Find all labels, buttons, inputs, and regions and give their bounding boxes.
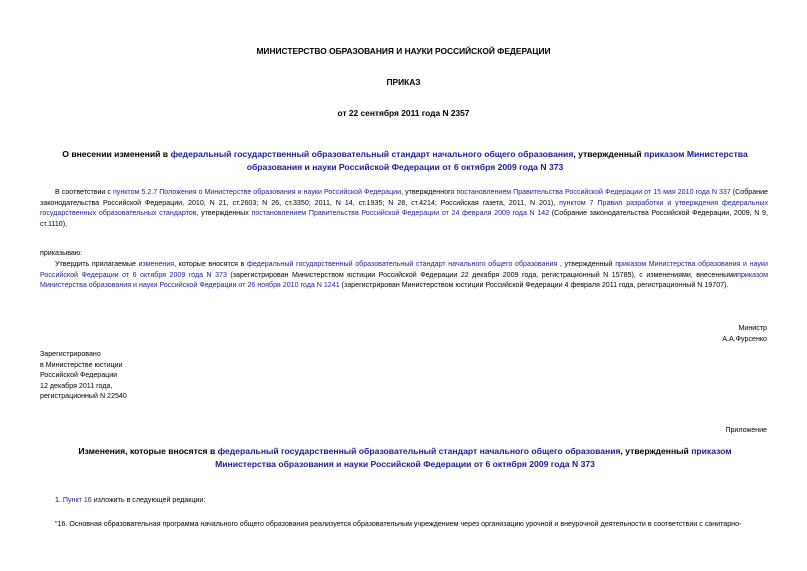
title-link-order[interactable]: приказом Министерства образования и науки Российской Федерации от 6 октября 2009 года N 373	[246, 149, 748, 172]
order-text-2: , которые вносятся в	[174, 260, 247, 268]
basis-text-1: В соответствии с	[55, 188, 113, 196]
order-link-373[interactable]: приказом Министерства образования и науки Российской Федерации от 6 октября 2009 года N 373	[40, 260, 768, 279]
quote-paragraph: "16. Основная образовательная программа начального общего образования реализуется образовательным учреждением через организацию урочной и внеурочной деятельности в соответствии с санитарно-	[55, 520, 742, 528]
basis-link-resolution-142[interactable]: постановлением Правительства Российской Федерации от 24 февраля 2009 года N 142	[251, 209, 550, 218]
registration-line-1: Зарегистрировано	[40, 350, 101, 358]
order-text-4: (зарегистрирован Министерством юстиции Российской Федерации 22 декабря 2009 года, регистрационный N 15785), с изменениями, внесенными	[226, 270, 738, 279]
appendix-link-standard[interactable]: федеральный государственный образовательный стандарт начального общего образования	[217, 446, 621, 456]
registration-block	[40, 349, 127, 402]
appendix-title	[55, 445, 755, 471]
item-1-number: 1.	[55, 496, 63, 504]
signature-block	[722, 323, 767, 344]
order-text-5: (зарегистрирован Министерством юстиции Российской Федерации 4 февраля 2011 года, регистрационный N 19707).	[339, 281, 729, 290]
document-type: ПРИКАЗ	[386, 77, 421, 87]
signature-name: А.А.Фурсенко	[722, 334, 767, 343]
title-text-1: О внесении изменений в	[62, 149, 171, 159]
appendix-label: Приложение	[725, 426, 767, 434]
basis-text-3: (Собрание законодательства Российской Федерации, 2010, N 21, ст.2603; N 26, ст.3350; 2011, N 14, ст.1935; N 28, ст.4214; Российская газета, 2011, N 201),	[40, 188, 768, 207]
order-paragraph	[40, 259, 768, 291]
order-text-1: Утвердить прилагаемые	[55, 260, 139, 268]
appendix-text-1: Изменения, которые вносятся в	[78, 446, 218, 456]
basis-text-4: , утвержденных	[196, 209, 252, 218]
item-1-text: изложить в следующей редакции:	[91, 496, 206, 504]
document-title	[50, 148, 760, 174]
registration-line-3: Российской Федерации	[40, 371, 118, 380]
signature-position: Министр	[738, 324, 767, 332]
title-text-2: , утвержденный	[573, 149, 645, 159]
order-link-1241[interactable]: приказом Министерства образования и науки Российской Федерации от 26 ноября 2010 года N 1241	[40, 270, 768, 290]
item-1-link-point-16[interactable]: Пункт 16	[62, 496, 92, 504]
ministry-heading: МИНИСТЕРСТВО ОБРАЗОВАНИЯ И НАУКИ РОССИЙСКОЙ ФЕДЕРАЦИИ	[256, 46, 551, 56]
registration-line-5: регистрационный N 22540	[40, 392, 127, 401]
basis-link-regulation[interactable]: пунктом 5.2.7 Положения о Министерстве образования и науки Российской Федерации	[112, 188, 402, 196]
basis-text-2: , утвержденного	[401, 188, 457, 196]
basis-paragraph	[40, 187, 768, 229]
appendix-text-2: , утвержденный	[620, 446, 692, 456]
registration-line-4: 12 декабря 2011 года,	[40, 381, 113, 390]
basis-text-5: (Собрание законодательства Российской Федерации, 2009, N 9, ст.1110),	[40, 209, 768, 228]
basis-link-rules[interactable]: пунктом 7 Правил разработки и утверждения федеральных государственных образовательных стандартов	[40, 198, 768, 218]
order-link-changes[interactable]: изменения	[138, 260, 175, 268]
order-text-3: , утвержденный	[557, 260, 616, 268]
document-date-number: от 22 сентября 2011 года N 2357	[337, 108, 470, 118]
title-link-standard[interactable]: федеральный государственный образовательный стандарт начального общего образования	[170, 149, 574, 159]
order-link-standard[interactable]: федеральный государственный образовательный стандарт начального общего образования	[247, 260, 558, 268]
item-1	[55, 495, 205, 506]
orders-word: приказываю:	[40, 249, 83, 257]
registration-line-2: в Министерстве юстиции	[40, 360, 123, 369]
appendix-link-order[interactable]: приказом Министерства образования и науки Российской Федерации от 6 октября 2009 года N 373	[215, 446, 732, 469]
basis-link-resolution-337[interactable]: постановлением Правительства Российской Федерации от 15 мая 2010 года N 337	[456, 188, 731, 196]
